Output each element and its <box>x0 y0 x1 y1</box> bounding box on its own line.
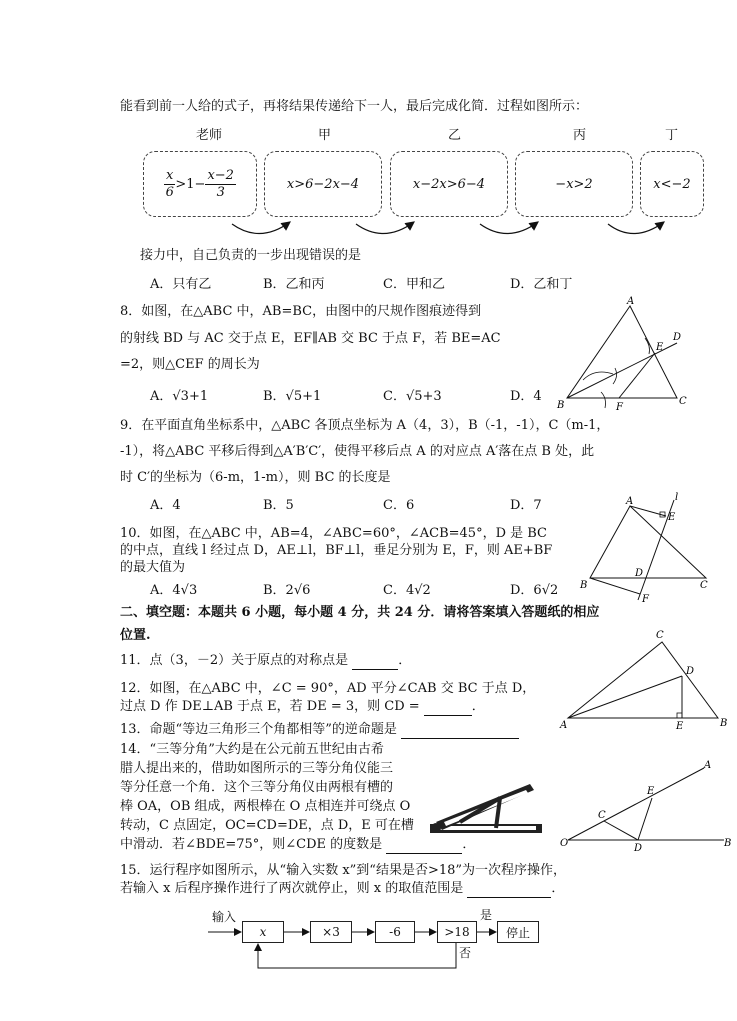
q9-option-d: D．7 <box>510 498 542 513</box>
q13-text: 13．命题“等边三角形三个角都相等”的逆命题是 <box>120 722 397 737</box>
section2-heading: 二、填空题：本题共 6 小题，每小题 4 分，共 24 分．请将答案填入答题纸的相应 <box>120 605 600 620</box>
q12-end: ． <box>471 699 485 714</box>
flow-box-gt18: >18 <box>437 921 477 943</box>
role-bing: 丙 <box>573 128 587 143</box>
q10-label-d: D <box>635 568 644 579</box>
flow-yes-label: 是 <box>480 908 493 922</box>
q14-label-e: E <box>647 786 655 797</box>
flow-no-label: 否 <box>459 946 472 960</box>
flow-box-x: x <box>242 921 284 943</box>
q8-label-b: B <box>557 400 565 411</box>
q12-line1: 12．如图，在△ABC 中，∠C = 90°，AD 平分∠CAB 交 BC 于点 D， <box>120 681 536 696</box>
role-ding: 丁 <box>665 128 679 143</box>
role-teacher: 老师 <box>196 128 223 143</box>
role-yi: 乙 <box>448 128 462 143</box>
q10-option-b: B．2√6 <box>263 583 311 598</box>
q8-label-c: C <box>679 396 687 407</box>
q9-line3: 时 C′的坐标为（6-m，1-m），则 BC 的长度是 <box>120 470 391 485</box>
q8-label-d: D <box>673 332 682 343</box>
q9-line1: 9．在平面直角坐标系中，△ABC 各顶点坐标为 A（4，3），B（-1，-1），C（m-1， <box>120 418 610 433</box>
q14-line2: 腊人提出来的，借助如图所示的三等分角仪能三 <box>120 761 394 776</box>
q14-label-o: O <box>560 838 569 849</box>
q10-line2: 的中点，直线 l 经过点 D，AE⊥l，BF⊥l，垂足分别为 E，F，则 AE+BF <box>120 543 553 558</box>
q10-label-a: A <box>626 496 634 507</box>
q9-option-a: A．4 <box>150 498 181 513</box>
q14-line3: 等分任意一个角．这个三等分角仪由两根有槽的 <box>120 780 394 795</box>
q10-line1: 10．如图，在△ABC 中，AB=4，∠ABC=60°，∠ACB=45°，D 是 BC <box>120 526 548 541</box>
q8-line1: 8．如图，在△ABC 中，AB=BC，由图中的尺规作图痕迹得到 <box>120 304 482 319</box>
q14-line1: 14．“三等分角”大约是在公元前五世纪由古希 <box>120 742 384 757</box>
role-jia: 甲 <box>318 128 332 143</box>
q11-text: 11．点（3，－2）关于原点的对称点是 <box>120 653 349 668</box>
q7-option-d: D．乙和丁 <box>510 277 573 292</box>
q8-option-d: D．4 <box>510 389 542 404</box>
q8-line2: 的射线 BD 与 AC 交于点 E，EF∥AB 交 BC 于点 F，若 BE=AC <box>120 331 501 346</box>
q10-line3: 的最大值为 <box>120 560 186 575</box>
q7-option-c: C．甲和乙 <box>383 277 445 292</box>
q9-line2: -1），将△ABC 平移后得到△A′B′C′，使得平移后点 A 的对应点 A′落在点 B 处，此 <box>120 444 595 459</box>
q10-label-l: l <box>675 492 679 503</box>
q8-option-b: B．√5+1 <box>263 389 322 404</box>
step-jia: x>6−2x−4 <box>286 176 360 192</box>
q14-label-b: B <box>724 838 732 849</box>
q12-label-c: C <box>656 630 664 641</box>
q12-label-e: E <box>676 721 684 732</box>
q8-line3: =2，则△CEF 的周长为 <box>120 357 260 372</box>
section2-heading-2: 位置. <box>120 628 151 643</box>
q8-option-a: A．√3+1 <box>150 389 209 404</box>
teacher-mid: >1− <box>175 176 206 192</box>
q8-label-e: E <box>656 342 664 353</box>
q15-line2: 若输入 x 后程序操作进行了两次就停止，则 x 的取值范围是 <box>120 881 464 896</box>
intro-text: 能看到前一人给的式子，再将结果传递给下一人，最后完成化简．过程如图所示： <box>120 99 589 114</box>
q14-label-d: D <box>634 843 643 854</box>
q8-option-c: C．√5+3 <box>383 389 442 404</box>
q14-label-c: C <box>598 810 606 821</box>
q14-end: ． <box>462 837 476 852</box>
q14-line6: 中滑动．若∠BDE=75°，则∠CDE 的度数是 <box>120 837 383 852</box>
q10-option-c: C．4√2 <box>383 583 431 598</box>
q10-option-d: D．6√2 <box>510 583 559 598</box>
q10-label-f: F <box>642 594 649 605</box>
q15-line1: 15．运行程序如图所示，从“输入实数 x”到“结果是否>18”为一次程序操作， <box>120 863 567 878</box>
step-yi: x−2x>6−4 <box>412 176 486 192</box>
flow-input-label: 输入 <box>212 910 237 924</box>
q8-label-f: F <box>616 402 623 413</box>
q10-option-a: A．4√3 <box>150 583 198 598</box>
flow-box-minus6: -6 <box>375 921 415 943</box>
q9-option-b: B．5 <box>263 498 294 513</box>
q7-stem: 接力中，自己负责的一步出现错误的是 <box>140 248 362 263</box>
q12-label-b: B <box>720 718 728 729</box>
step-bing: −x>2 <box>555 176 593 192</box>
q12-label-a: A <box>560 720 568 731</box>
frac2-den: 3 <box>216 184 225 200</box>
q12-line2: 过点 D 作 DE⊥AB 于点 E，若 DE = 3，则 CD = <box>120 699 420 714</box>
q10-label-c: C <box>700 580 708 591</box>
q10-label-b: B <box>580 580 588 591</box>
q7-option-b: B．乙和丙 <box>263 277 325 292</box>
flow-box-stop: 停止 <box>497 921 539 943</box>
q14-line5: 转动，C 点固定，OC=CD=DE，点 D，E 可在槽 <box>120 818 414 833</box>
q9-option-c: C．6 <box>383 498 415 513</box>
q12-label-d: D <box>686 666 695 677</box>
frac1-den: 6 <box>165 184 174 200</box>
q15-end: ． <box>551 881 565 896</box>
frac1-num: x <box>166 167 174 183</box>
q10-label-e: E <box>668 512 676 523</box>
q7-option-a: A．只有乙 <box>150 277 212 292</box>
step-ding: x<−2 <box>653 176 691 192</box>
q14-label-a: A <box>704 760 712 771</box>
q14-line4: 棒 OA，OB 组成，两根棒在 O 点相连并可绕点 O <box>120 799 411 814</box>
q8-label-a: A <box>627 296 635 307</box>
frac2-num: x−2 <box>207 167 234 183</box>
q11-end: ． <box>398 653 412 668</box>
flow-box-times3: ×3 <box>310 921 352 943</box>
